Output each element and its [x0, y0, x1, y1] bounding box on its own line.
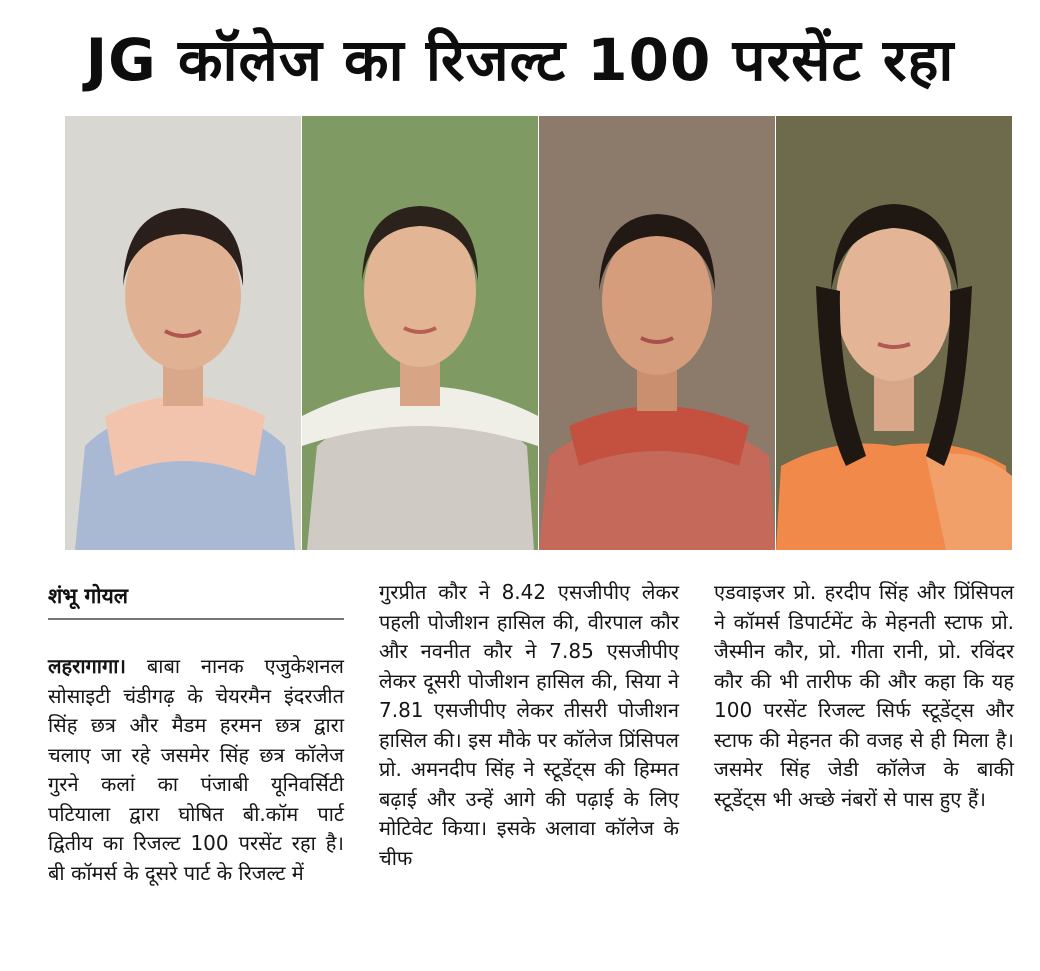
headline: JG कॉलेज का रिजल्ट 100 परसेंट रहा [85, 26, 955, 94]
column-3-text: एडवाइजर प्रो. हरदीप सिंह और प्रिंसिपल ने कॉमर्स डिपार्टमेंट के मेहनती स्टाफ प्रो. जैस्मीन कौर, प्रो. गीता रानी, प्रो. रविंदर कौर की भी तारीफ की और कहा कि यह 100 परसेंट रिजल्ट सिर्फ स्टूडेंट्स और स्टाफ की मेहनत की वजह से ही मिला है। जसमेर सिंह जेडी कॉलेज के बाकी स्टूडेंट्स भी अच्छे नंबरों से पास हुए हैं। [714, 580, 1014, 811]
byline-divider [48, 618, 344, 620]
photo-3 [539, 116, 775, 550]
portrait-2-image [302, 116, 538, 550]
column-2-text: गुरप्रीत कौर ने 8.42 एसजीपीए लेकर पहली पोजीशन हासिल की, वीरपाल कौर और नवनीत कौर ने 7.85 एसजीपीए लेकर दूसरी पोजीशन हासिल की, सिया ने 7.81 एसजीपीए लेकर तीसरी पोजीशन हासिल की। इस मौके पर कॉलेज प्रिंसिपल प्रो. अमनदीप सिंह ने स्टूडेंट्स की हिम्मत बढ़ाई और उन्हें आगे की पढ़ाई के लिए मोटिवेट किया। इसके अलावा कॉलेज के चीफ [379, 580, 679, 870]
dateline: लहरागागा। [48, 654, 126, 678]
portrait-1-image [65, 116, 301, 550]
article-column-3 [714, 578, 1014, 814]
photo-1 [65, 116, 301, 550]
column-1-text: बाबा नानक एजुकेशनल सोसाइटी चंडीगढ़ के चेयरमैन इंदरजीत सिंह छत्र और मैडम हरमन छत्र द्वारा चलाए जा रहे जसमेर सिंह छत्र कॉलेज गुरने कलां का पंजाबी यूनिवर्सिटी पटियाला द्वारा घोषित बी.कॉम पार्ट द्वितीय का रिजल्ट 100 परसेंट रहा है। बी कॉमर्स के दूसरे पार्ट के रिजल्ट में [48, 654, 344, 885]
article-column-2 [379, 578, 679, 873]
portrait-4-image [776, 116, 1012, 550]
photo-2 [302, 116, 538, 550]
byline: शंभू गोयल [48, 584, 129, 608]
photo-4 [776, 116, 1012, 550]
article-column-1 [48, 652, 344, 888]
photo-strip [65, 116, 1011, 550]
portrait-3-image [539, 116, 775, 550]
